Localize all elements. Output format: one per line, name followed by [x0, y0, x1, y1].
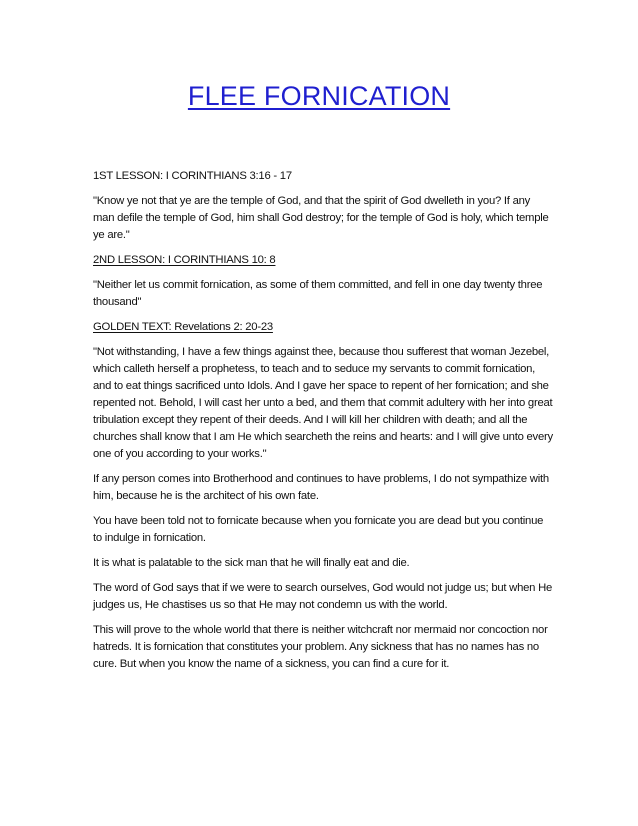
lesson2-text: "Neither let us commit fornication, as some of them committed, and fell in one day twenty three thousand" — [93, 279, 543, 308]
lesson1-heading: 1ST LESSON: I CORINTHIANS 3:16 - 17 — [93, 170, 292, 182]
lesson2-heading: 2ND LESSON: I CORINTHIANS 10: 8 — [93, 254, 276, 266]
golden-text: "Not withstanding, I have a few things against thee, because thou sufferest that woman Jezebel, which calleth herself a prophetess, to teach and to seduce my servants to commit fornication, and to eat things sacrificed unto Idols. And I gave her space to repent of her fornication; and she repented not. Behold, I will cast her unto a bed, and them that commit adultery with her into great tribulation except they repent of their deeds. And I will kill her children with death; and all the churches shall know that I am He which searcheth the reins and hearts: and I will give unto every one of you according to your works." — [93, 346, 553, 460]
page-title: FLEE FORNICATION — [187, 81, 451, 111]
paragraph-fornicate: You have been told not to fornicate because when you fornicate you are dead but you continue to indulge in fornication. — [93, 515, 544, 544]
lesson1-text: "Know ye not that ye are the temple of God, and that the spirit of God dwelleth in you? If any man defile the temple of God, him shall God destroy; for the temple of God is holy, which temple ye are." — [93, 195, 549, 241]
paragraph-brotherhood: If any person comes into Brotherhood and continues to have problems, I do not sympathize with him, because he is the architect of his own fate. — [93, 473, 549, 502]
paragraph-sick-man: It is what is palatable to the sick man that he will finally eat and die. — [93, 557, 410, 569]
paragraph-word-of-god: The word of God says that if we were to search ourselves, God would not judge us; but when He judges us, He chastises us so that He may not condemn us with the world. — [93, 582, 553, 611]
paragraph-sickness-cure: This will prove to the whole world that there is neither witchcraft nor mermaid nor concoction nor hatreds. It is fornication that constitutes your problem. Any sickness that has no names has no cure. But when you know the name of a sickness, you can find a cure for it. — [93, 624, 548, 670]
golden-text-heading: GOLDEN TEXT: Revelations 2: 20-23 — [93, 321, 273, 333]
document-body — [93, 168, 553, 681]
